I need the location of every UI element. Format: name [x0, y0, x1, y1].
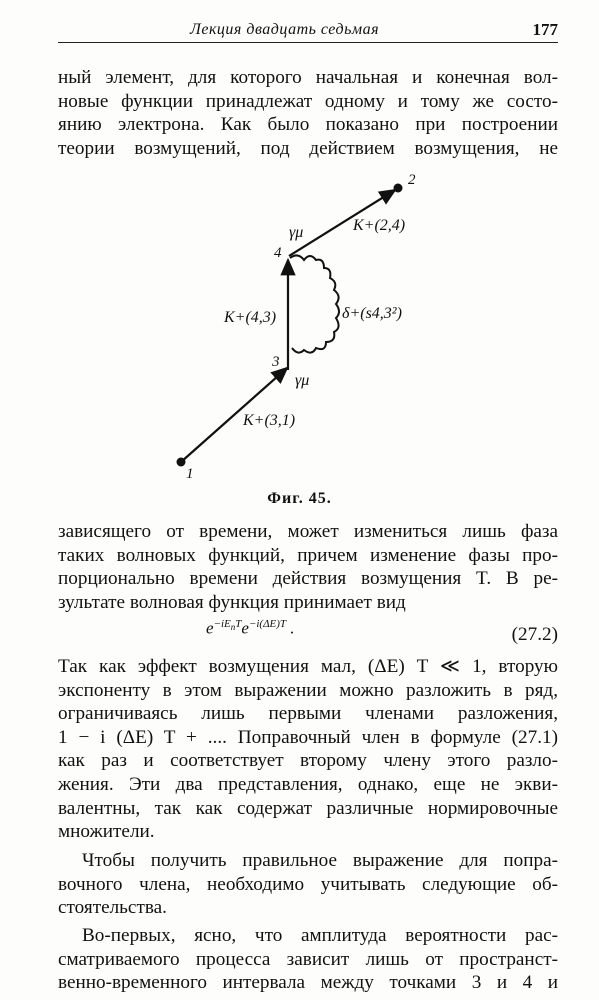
text-line: жения. Эти два представления, однако, еще не экви- [58, 773, 558, 795]
text-line: Чтобы получить правильное выражение для попра- [82, 850, 558, 871]
k24-label: K+(2,4) [353, 217, 406, 234]
figure-caption: Фиг. 45. [267, 490, 332, 507]
text-line: как раз и соответствует второму члену этого разло- [58, 750, 558, 772]
equation-27-2 [58, 618, 558, 648]
text-line: Во-первых, ясно, что амплитуда вероятности рас- [82, 925, 558, 946]
equation-number: (27.2) [511, 624, 558, 645]
gamma-label-top: γμ [289, 224, 304, 241]
equation-body: $e^{-iE_nT}e^{-i(\Delta E)T}$ . [206, 618, 295, 638]
text-line: зависящего от времени, может измениться лишь фаза [58, 521, 558, 542]
k31-label: K+(3,1) [243, 412, 296, 429]
text-line: ограничиваясь лишь первыми членами разложения, [58, 703, 558, 725]
text-line: Так как эффект возмущения мал, (ΔE) T ≪ 1, вторую [58, 656, 558, 677]
text-line: валентны, так как содержат различные нормировочные [58, 797, 558, 819]
paragraph-1 [58, 66, 558, 160]
text-line: новые функции принадлежат одному и тому же состо- [58, 90, 558, 112]
paragraph-4 [58, 849, 558, 920]
delta-label: δ+(s4,3²) [342, 305, 402, 322]
text-line: множители. [58, 821, 155, 843]
text-line: ный элемент, для которого начальная и конечная вол- [58, 67, 558, 88]
text-line: порционально времени действия возмущения T. В ре- [58, 568, 558, 590]
point-label-4: 4 [274, 245, 282, 261]
vertex-1 [177, 458, 186, 467]
text-line: венно-временного интервала между точками 3 и 4 и [58, 972, 558, 994]
text-line: вочного члена, необходимо учитывать следующие об- [58, 873, 558, 895]
paragraph-5 [58, 924, 558, 995]
photon-propagator [290, 255, 339, 352]
text-line: теории возмущений, под действием возмущения, не [58, 137, 558, 159]
text-line: сматриваемого процесса зависит лишь от пространст- [58, 948, 558, 970]
page-header [58, 20, 558, 43]
running-head: Лекция двадцать седьмая [190, 21, 380, 38]
point-label-1: 1 [186, 466, 194, 482]
text-line: 1 − i (ΔE) T + .... Поправочный член в формуле (27.1) [58, 726, 558, 748]
text-line: экспоненту в этом выражении можно разложить в ряд, [58, 679, 558, 701]
k43-label: K+(4,3) [224, 309, 277, 326]
vertex-2 [394, 184, 403, 193]
page-number: 177 [532, 20, 558, 39]
text-line: таких волновых функций, причем изменение фазы про- [58, 544, 558, 566]
point-label-2: 2 [408, 172, 416, 188]
point-label-3: 3 [272, 354, 280, 370]
text-line: стоятельства. [58, 897, 167, 919]
text-line: янию электрона. Как было показано при построении [58, 114, 558, 136]
feynman-diagram-figure [0, 160, 599, 490]
paragraph-3 [58, 655, 558, 844]
text-line: зультате волновая функция принимает вид [58, 591, 406, 613]
gamma-label-bottom: γμ [295, 372, 310, 389]
paragraph-2 [58, 520, 558, 614]
